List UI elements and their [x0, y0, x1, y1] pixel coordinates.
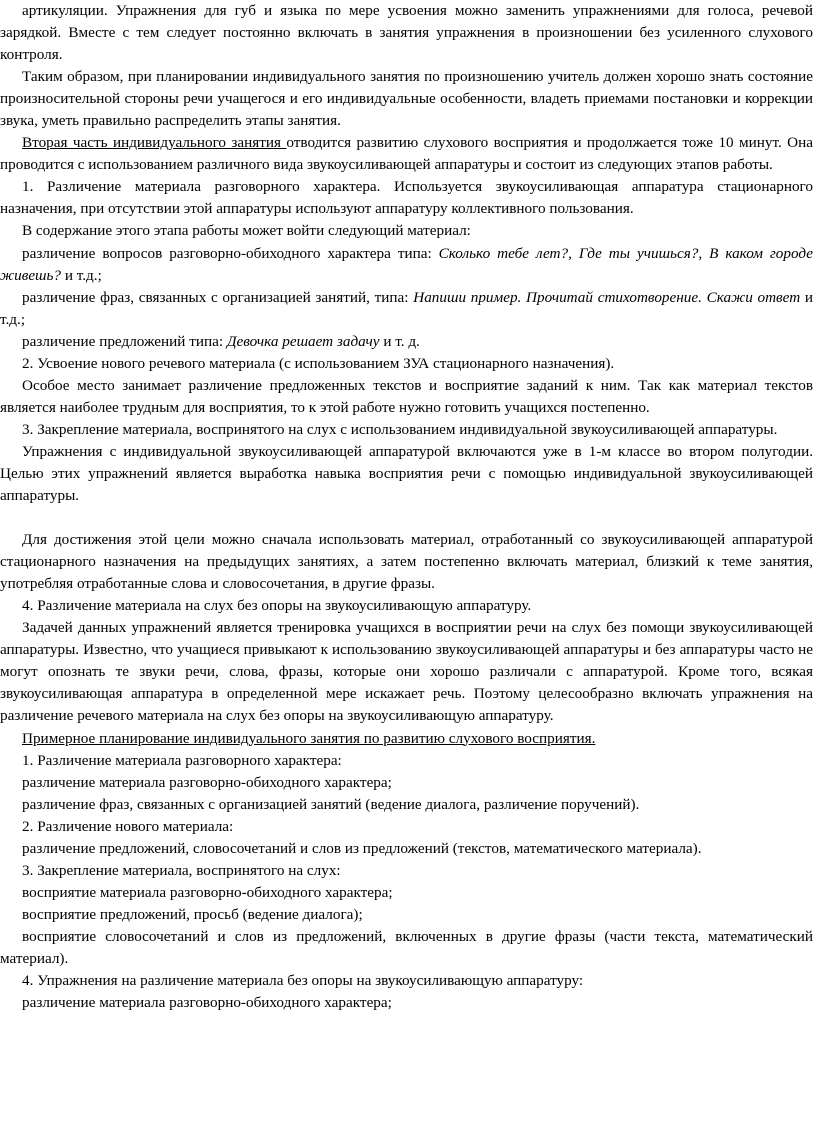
paragraph-p16: [0, 750, 813, 772]
paragraph-text: 2. Усвоение нового речевого материала (с использованием ЗУА стационарного назначения).: [22, 354, 615, 372]
paragraph-text: различение материала разговорно-обиходного характера;: [22, 994, 392, 1012]
paragraph-p10: [0, 419, 813, 441]
paragraph-p24: [0, 926, 813, 970]
paragraph-p21: [0, 860, 813, 882]
paragraph-text: Задачей данных упражнений является тренировка учащихся в восприятии речи на слух без помощи звукоусиливающей аппаратуры. Известно, что учащиеся привыкают к использованию звукоусиливающей аппаратуры и без аппаратуры часто не могут опознать те звуки речи, слова, фразы, которые они хорошо различали с аппаратурой. Кроме того, всякая звукоусиливающая аппаратура в определенной мере искажает речь. Поэтому целесообразно включать упражнения на различение речевого материала на слух без опоры на звукоусиливающую аппаратуру.: [0, 619, 813, 725]
paragraph-text: различение фраз, связанных с организацией занятий (ведение диалога, различение поручений).: [22, 795, 640, 813]
paragraph-text: 4. Различение материала на слух без опоры на звукоусиливающую аппаратуру.: [22, 597, 532, 615]
paragraph-text: 3. Закрепление материала, воспринятого на слух:: [22, 861, 341, 879]
paragraph-p14: [0, 617, 813, 727]
paragraph-p3: [0, 176, 813, 220]
paragraph-text: 3. Закрепление материала, воспринятого на слух с использованием индивидуальной звукоусиливающей аппаратуры.: [22, 420, 778, 438]
paragraph-text: восприятие словосочетаний и слов из предложений, включенных в другие фразы (части текста, математический материал).: [0, 927, 813, 967]
paragraph-p4: [0, 220, 813, 242]
paragraph-p25: [0, 970, 813, 992]
paragraph-p13: [0, 595, 813, 617]
paragraph-text: и т. д.: [379, 332, 420, 350]
paragraph-text: и т.д.;: [61, 266, 102, 284]
paragraph-p22: [0, 882, 813, 904]
paragraph-text: восприятие материала разговорно-обиходного характера;: [22, 883, 393, 901]
paragraph-text: Таким образом, при планировании индивидуального занятия по произношению учитель должен хорошо знать состояние произносительной стороны речи учащегося и его индивидуальные особенности, владеть приемами постановки и коррекции звука, уметь правильно распределить этапы занятия.: [0, 68, 813, 130]
paragraph-text: отводится развитию слухового восприятия и продолжается тоже 10 минут. Она проводится с использованием различного вида звукоусиливающей аппаратуры и состоит из следующих этапов работы.: [0, 134, 813, 174]
italic-example-text: Девочка решает задачу: [226, 332, 380, 350]
paragraph-text: артикуляции. Упражнения для губ и языка по мере усвоения можно заменить упражнениями для голоса, речевой зарядкой. Вместе с тем следует постоянно включать в занятия упражнения в произношении без усиленного слухового контроля.: [0, 2, 813, 64]
paragraph-text: Особое место занимает различение предложенных текстов и восприятие заданий к ним. Так как материал текстов является наиболее трудным для восприятия, то к этой работе нужно готовить учащихся постепенно.: [0, 376, 813, 416]
paragraph-text: восприятие предложений, просьб (ведение диалога);: [22, 905, 363, 923]
italic-example-text: Сколько тебе лет?, Где ты учишься?, В каком городе живешь?: [0, 244, 813, 284]
paragraph-p19: [0, 816, 813, 838]
paragraph-text: и т.д.;: [0, 288, 814, 328]
paragraph-text: 4. Упражнения на различение материала без опоры на звукоусиливающую аппаратуру:: [22, 972, 584, 990]
paragraph-text: различение вопросов разговорно-обиходного характера типа:: [22, 244, 439, 262]
paragraph-p20: [0, 838, 813, 860]
paragraph-p23: [0, 904, 813, 926]
paragraph-p0: [0, 0, 813, 66]
paragraph-text: 2. Различение нового материала:: [22, 817, 234, 835]
paragraph-text: Упражнения с индивидуальной звукоусиливающей аппаратурой включаются уже в 1-м классе во втором полугодии. Целью этих упражнений является выработка навыка восприятия речи с помощью индивидуальной звукоусиливающей аппаратуры.: [0, 442, 813, 505]
paragraph-text: 1. Различение материала разговорного характера. Используется звукоусиливающая аппаратура стационарного назначения, при отсутствии этой аппаратуры используют аппаратуру коллективного пользования.: [0, 178, 813, 218]
paragraph-p26: [0, 992, 813, 1014]
paragraph-text: различение фраз, связанных с организацией занятий, типа:: [22, 288, 414, 306]
paragraph-p6: [0, 287, 813, 331]
underlined-heading-text: Вторая часть индивидуального занятия: [22, 134, 287, 152]
paragraph-p1: [0, 66, 813, 132]
paragraph-p2: [0, 132, 813, 176]
blank-line: [0, 507, 813, 529]
paragraph-text: 1. Различение материала разговорного характера:: [22, 751, 342, 769]
paragraph-p9: [0, 375, 813, 419]
paragraph-p11: [0, 441, 813, 507]
paragraph-p12: [0, 529, 813, 595]
paragraph-p8: [0, 353, 813, 375]
paragraph-text: Для достижения этой цели можно сначала использовать материал, отработанный со звукоусиливающей аппаратурой стационарного назначения на предыдущих занятиях, а затем постепенно включать материал, близкий к теме занятия, употребляя отработанные слова и словосочетания, в другие фразы.: [0, 531, 813, 593]
paragraph-p17: [0, 772, 813, 794]
italic-example-text: Напиши пример. Прочитай стихотворение. Скажи ответ: [413, 288, 801, 306]
paragraph-text: различение предложений, словосочетаний и слов из предложений (текстов, математического материала).: [22, 839, 702, 857]
paragraph-text: В содержание этого этапа работы может войти следующий материал:: [22, 222, 471, 240]
paragraph-text: различение материала разговорно-обиходного характера;: [22, 773, 392, 791]
paragraph-p15: [0, 728, 813, 750]
underlined-heading-text: Примерное планирование индивидуального занятия по развитию слухового восприятия.: [22, 729, 596, 747]
paragraph-p5: [0, 243, 813, 287]
paragraph-text: различение предложений типа:: [22, 332, 227, 350]
paragraph-p18: [0, 794, 813, 816]
paragraph-p7: [0, 331, 813, 353]
